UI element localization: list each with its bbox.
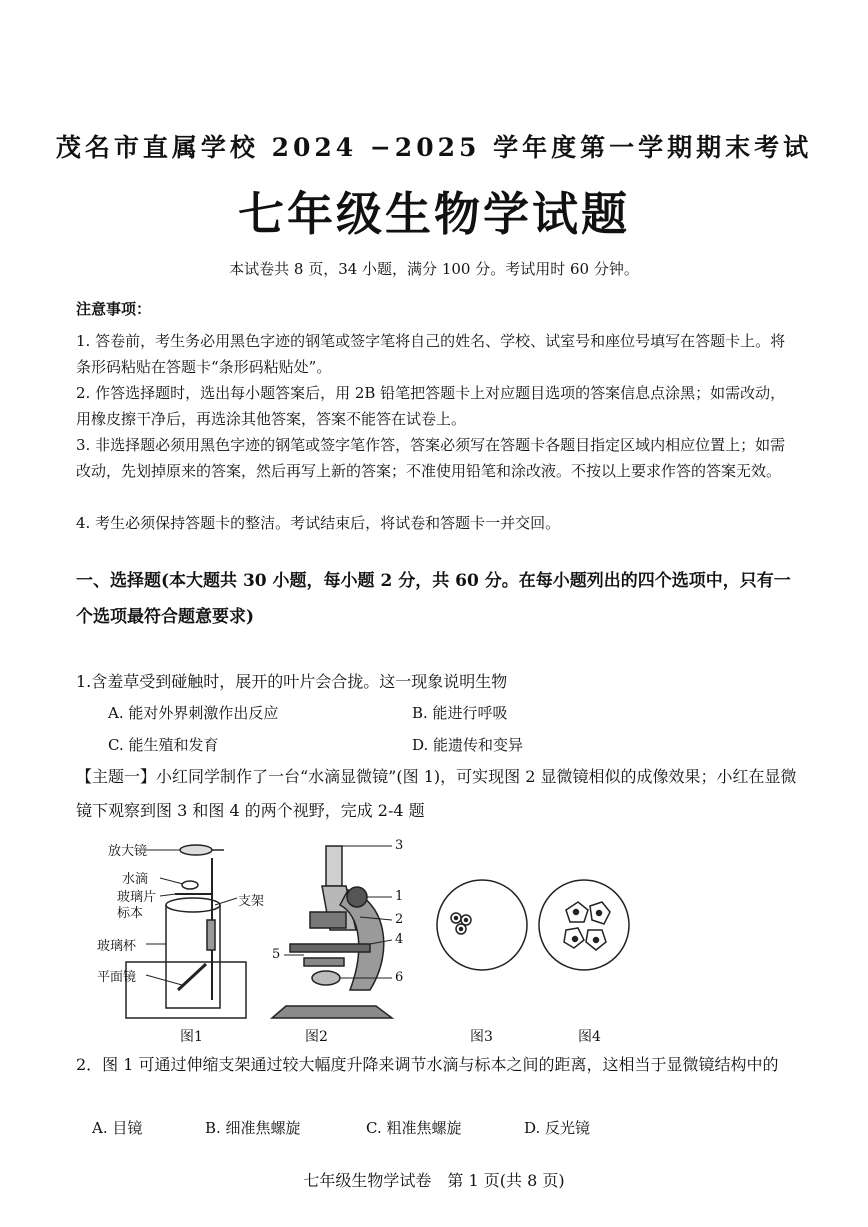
fig1-label-support: 支架 (238, 894, 265, 909)
page-footer: 七年级生物学试卷 第 1 页(共 8 页) (303, 1171, 565, 1190)
q2-option-b: B. 细准焦螺旋 (205, 1119, 301, 1137)
q1-option-a: A. 能对外界刺激作出反应 (108, 704, 279, 722)
fig4-field-of-view (539, 880, 629, 970)
fig3-field-of-view (437, 880, 527, 970)
q1-option-c: C. 能生殖和发育 (108, 736, 219, 754)
fig2-eyepiece (326, 846, 342, 886)
section-heading: 一、选择题(本大题共 30 小题，每小题 2 分，共 60 分。在每小题列出的四个选项中，只有一个选项最符合题意要求) (76, 571, 791, 627)
fig2-number: 6 (395, 970, 404, 985)
q2-option-c: C. 粗准焦螺旋 (366, 1119, 462, 1137)
fig2-number: 4 (395, 932, 404, 947)
q1-option-b: B. 能进行呼吸 (412, 704, 508, 722)
notice-item: 4. 考生必须保持答题卡的整洁。考试结束后，将试卷和答题卡一并交回。 (76, 514, 561, 532)
fig1-mirror (178, 964, 206, 990)
question-1-stem: 1.含羞草受到碰触时，展开的叶片会合拢。这一现象说明生物 (76, 672, 508, 691)
fig1-label-glass-cup: 玻璃杯 (97, 939, 137, 954)
q2-option-a: A. 目镜 (92, 1119, 143, 1137)
exam-header: 茂名市直属学校 2024 −2025 学年度第一学期期末考试 (55, 133, 813, 162)
fig2-caption: 图2 (305, 1029, 328, 1045)
page-title: 七年级生物学试题 (238, 187, 630, 241)
fig3-caption: 图3 (470, 1029, 493, 1045)
fig1-label-specimen: 标本 (117, 906, 144, 921)
fig1-water-drop (182, 881, 198, 889)
notice-heading: 注意事项： (76, 300, 152, 318)
fig2-compound-microscope (272, 846, 392, 1018)
q1-option-d: D. 能遗传和变异 (412, 736, 524, 754)
fig1-caption: 图1 (180, 1029, 203, 1045)
fig1-label-glass-slide: 玻璃片 (117, 890, 157, 905)
fig2-coarse-knob (347, 887, 367, 907)
fig2-nosepiece (310, 912, 346, 928)
theme-one-text: 【主题一】小红同学制作了一台“水滴显微镜”(图 1)，可实现图 2 显微镜相似的成像效果；小红在显微镜下观察到图 3 和图 4 的两个视野，完成 2-4 题 (76, 767, 797, 820)
q2-option-d: D. 反光镜 (524, 1119, 591, 1137)
fig2-mirror (312, 971, 340, 985)
fig1-label-water-drop: 水滴 (122, 872, 149, 887)
notice-item: 2. 作答选择题时，选出每小题答案后，用 2B 铅笔把答题卡上对应题目选项的答案信息点涂黑；如需改动，用橡皮擦干净后，再选涂其他答案，答案不能答在试卷上。 (76, 384, 786, 428)
exam-info: 本试卷共 8 页，34 小题，满分 100 分。考试用时 60 分钟。 (229, 260, 639, 278)
fig2-number: 2 (395, 912, 404, 927)
fig1-label-magnifier: 放大镜 (108, 844, 148, 859)
notice-item: 1. 答卷前，考生务必用黑色字迹的钢笔或签字笔将自己的姓名、学校、试室号和座位号填写在答题卡上。将条形码粘贴在答题卡“条形码粘贴处”。 (76, 332, 786, 376)
fig1-base-box (126, 962, 246, 1018)
fig2-number: 1 (395, 889, 404, 904)
fig2-number: 3 (395, 838, 404, 853)
fig4-caption: 图4 (578, 1029, 601, 1045)
fig2-base (272, 1006, 392, 1018)
fig2-stage (290, 944, 370, 952)
fig1-magnifier (180, 845, 212, 855)
notice-item: 3. 非选择题必须用黑色字迹的钢笔或签字笔作答，答案必须写在答题卡各题目指定区域内相应位置上；如需改动，先划掉原来的答案，然后再写上新的答案；不准使用铅笔和涂改液。不按以上要求作答的答案无效。 (76, 436, 786, 480)
fig1-label-mirror: 平面镜 (97, 970, 137, 985)
fig2-number: 5 (272, 947, 281, 962)
question-2-stem: 2．图 1 可通过伸缩支架通过较大幅度升降来调节水滴与标本之间的距离，这相当于显微镜结构中的 (76, 1055, 779, 1074)
